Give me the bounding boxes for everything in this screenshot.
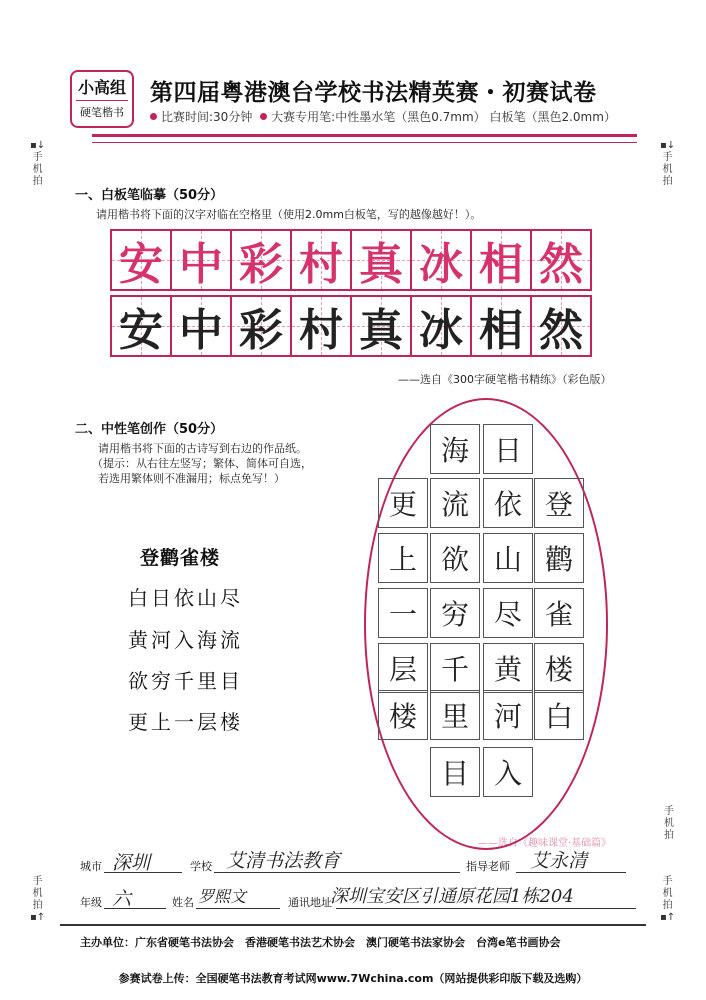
model-char-cell: 彩	[230, 229, 292, 291]
exam-title: 第四届粤港澳台学校书法精英赛・初赛试卷	[150, 80, 597, 106]
grade-label: 年级	[80, 896, 102, 909]
section1-source: ——选自《300字硬笔楷书精练》（彩色版）	[398, 373, 612, 386]
work-char-cell: 千	[430, 643, 480, 693]
city-value[interactable]: 深圳	[112, 852, 151, 874]
side-mark-top-right: ▪↓ 手 机 拍	[660, 140, 676, 187]
work-char-cell: 楼	[534, 643, 584, 693]
section2-heading: 二、中性笔创作（50分）	[75, 422, 224, 437]
header-rule-thin	[92, 142, 637, 143]
section1-instruction: 请用楷书将下面的汉字对临在空格里（使用2.0mm白板笔，写的越像越好！）。	[96, 208, 482, 221]
poem-title: 登鹳雀楼	[140, 547, 221, 569]
badge-category: 硬笔楷书	[76, 100, 128, 120]
teacher-value[interactable]: 艾永清	[530, 850, 588, 872]
address-label: 通讯地址	[288, 896, 332, 909]
model-char-cell: 村	[290, 229, 352, 291]
work-char-cell: 目	[430, 747, 480, 797]
work-char-cell: 雀	[534, 588, 584, 638]
level-badge	[70, 70, 134, 128]
work-char-cell: 楼	[378, 690, 428, 740]
poem-line: 更上一层楼	[128, 710, 243, 734]
name-label: 姓名	[172, 896, 194, 909]
section2-source: ——选自《趣味课堂·基础篇》	[478, 838, 612, 849]
address-value[interactable]: 深圳宝安区引通原花园1栋204	[330, 886, 574, 907]
model-char-cell: 中	[170, 229, 232, 291]
school-label: 学校	[190, 860, 212, 873]
city-label: 城市	[80, 860, 102, 873]
side-mark-bottom-right: 手 机 拍 ▪↑	[660, 876, 676, 923]
work-char-cell: 海	[430, 424, 480, 474]
camera-icon: ▪↓	[30, 140, 46, 151]
work-char-cell: 入	[483, 747, 533, 797]
side-mark-bottom-left: 手 机 拍 ▪↑	[30, 876, 46, 923]
written-char-row	[110, 295, 590, 357]
bullet-icon	[260, 113, 267, 120]
written-char-cell: 然	[530, 295, 592, 357]
work-char-cell: 穷	[430, 588, 480, 638]
bullet-icon	[150, 113, 157, 120]
organizers: 主办单位：广东省硬笔书法协会 香港硬笔书法艺术协会 澳门硬笔书法家协会 台湾e笔书画协会	[80, 936, 561, 949]
school-value[interactable]: 艾清书法教育	[226, 850, 341, 872]
work-char-cell: 层	[378, 643, 428, 693]
written-char-cell: 安	[110, 295, 172, 357]
work-char-cell: 黄	[483, 643, 533, 693]
section2-instruction-2: （提示：从右往左竖写；繁体、简体可自选，	[92, 457, 312, 470]
section2-instruction-3: 若选用繁体则不准漏用；标点免写！）	[98, 472, 285, 485]
section1-heading: 一、白板笔临摹（50分）	[75, 188, 224, 203]
camera-icon: ▪↑	[30, 912, 46, 923]
teacher-label: 指导老师	[466, 860, 510, 873]
work-char-cell: 上	[378, 533, 428, 583]
model-char-cell: 安	[110, 229, 172, 291]
camera-icon: ▪↑	[660, 912, 676, 923]
work-char-cell: 河	[483, 690, 533, 740]
poem-line: 白日依山尽	[128, 586, 243, 610]
work-char-cell: 流	[430, 478, 480, 528]
work-char-cell: 一	[378, 588, 428, 638]
written-char-cell: 彩	[230, 295, 292, 357]
written-char-cell: 真	[350, 295, 412, 357]
model-char-row	[110, 229, 590, 291]
badge-level: 小高组	[77, 78, 126, 97]
work-char-cell: 欲	[430, 533, 480, 583]
work-char-cell: 鹳	[534, 533, 584, 583]
written-char-cell: 村	[290, 295, 352, 357]
written-char-cell: 冰	[410, 295, 472, 357]
model-char-cell: 然	[530, 229, 592, 291]
work-char-cell: 白	[534, 690, 584, 740]
exam-meta	[150, 108, 616, 125]
model-char-cell: 冰	[410, 229, 472, 291]
model-char-cell: 真	[350, 229, 412, 291]
side-mark-mid-right: 手 机 拍	[664, 806, 674, 841]
work-char-cell: 日	[483, 424, 533, 474]
time-label: 比赛时间:30分钟	[161, 110, 253, 124]
work-char-cell: 尽	[483, 588, 533, 638]
upload-info: 参赛试卷上传：全国硬笔书法教育考试网www.7Wchina.com（网站提供彩印版下载及选购）	[118, 972, 588, 985]
poem-line: 欲穷千里目	[128, 669, 243, 693]
written-char-cell: 中	[170, 295, 232, 357]
name-line	[196, 908, 280, 909]
footer-rule	[60, 924, 646, 926]
poem-line: 黄河入海流	[128, 628, 243, 652]
name-value[interactable]: 罗熙文	[198, 887, 247, 906]
work-char-cell: 里	[430, 690, 480, 740]
header-rule	[92, 134, 637, 137]
work-char-cell: 登	[534, 478, 584, 528]
section2-instruction-1: 请用楷书将下面的古诗写到右边的作品纸。	[98, 442, 307, 455]
written-char-cell: 相	[470, 295, 532, 357]
camera-icon: ▪↓	[660, 140, 676, 151]
work-char-cell: 山	[483, 533, 533, 583]
grade-value[interactable]: 六	[112, 888, 132, 910]
work-char-cell: 依	[483, 478, 533, 528]
model-char-cell: 相	[470, 229, 532, 291]
pen-label: 大赛专用笔:中性墨水笔（黑色0.7mm） 白板笔（黑色2.0mm）	[271, 110, 616, 124]
address-line	[336, 908, 636, 909]
side-mark-top-left: ▪↓ 手 机 拍	[30, 140, 46, 187]
work-char-cell: 更	[378, 478, 428, 528]
